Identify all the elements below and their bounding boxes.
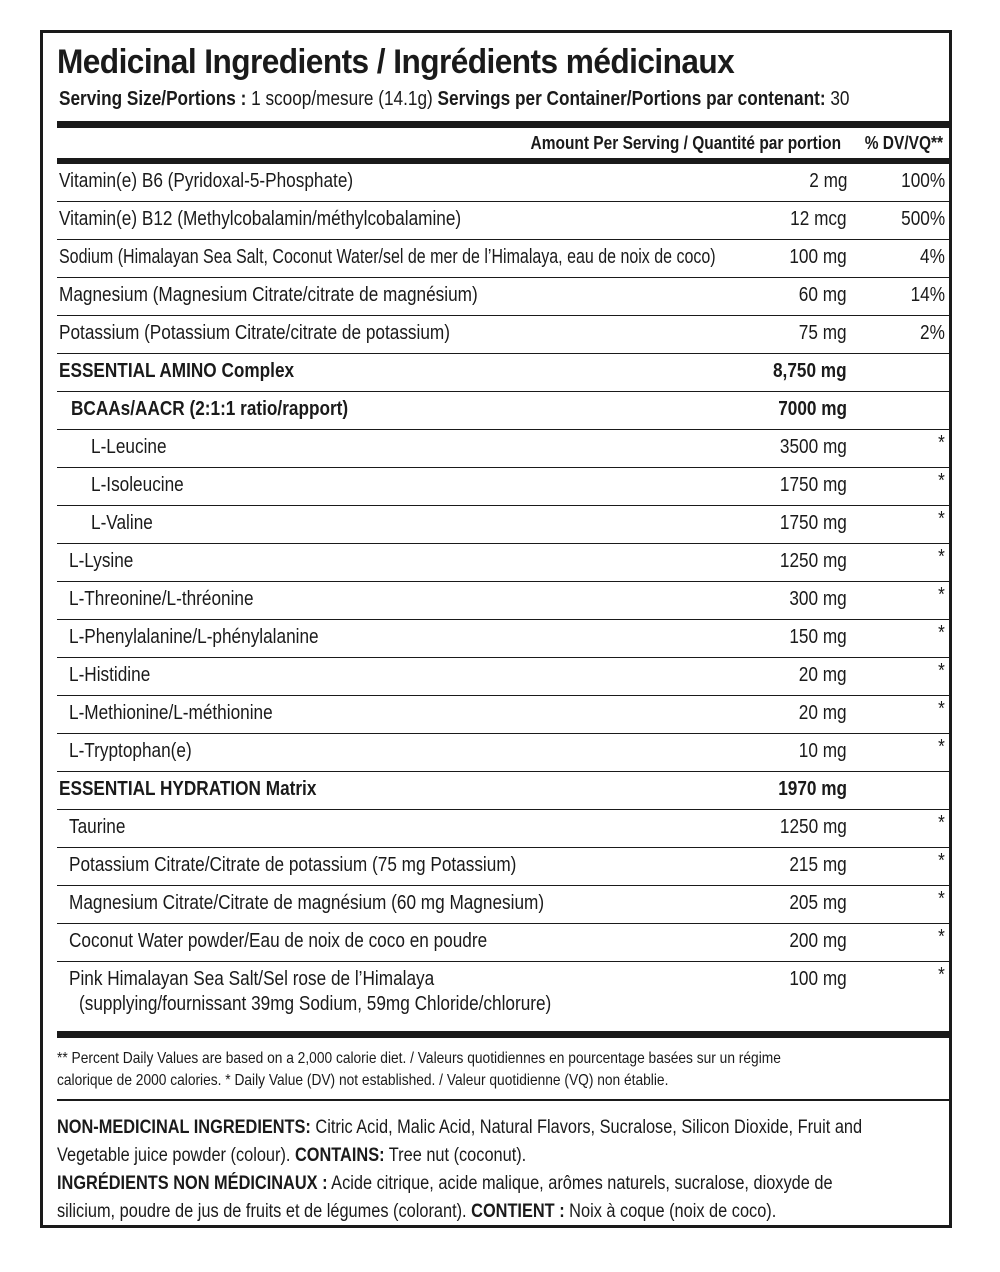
non-medicinal-text-fr: silicium, poudre de jus de fruits et de légumes (colorant). [57,1201,467,1222]
ingredient-amount: 150 mg [789,626,847,648]
contains-text: Tree nut (coconut). [388,1145,527,1166]
ingredient-dv: * [938,508,945,530]
section-name: ESSENTIAL HYDRATION Matrix [59,778,317,800]
ingredient-name: Potassium (Potassium Citrate/citrate de potassium) [59,322,450,344]
table-row [57,886,951,924]
ingredient-amount: 20 mg [799,702,847,724]
contains-label: CONTAINS: [294,1145,385,1166]
ingredient-amount: 3500 mg [780,436,847,458]
table-row [57,924,951,962]
table-row [57,202,951,240]
table-row-section [57,772,951,810]
table-row [57,278,951,316]
ingredient-amount: 1750 mg [780,512,847,534]
ingredient-amount: 1750 mg [780,474,847,496]
footnote-line: calorique de 2000 calories. * Daily Value (DV) not established. / Valeur quotidienne (VQ) non établie. [57,1072,669,1089]
table-row [57,810,951,848]
ingredient-name: Vitamin(e) B12 (Methylcobalamin/méthylcobalamine) [59,208,462,230]
section-amount: 8,750 mg [773,360,847,382]
ingredient-amount: 12 mcg [790,208,847,230]
subsection-amount: 7000 mg [778,398,847,420]
ingredient-dv: * [938,660,945,682]
table-row [57,582,951,620]
non-medicinal-text: Vegetable juice powder (colour). [57,1145,291,1166]
ingredient-name: L-Histidine [69,664,151,686]
ingredient-name: Taurine [69,816,126,838]
header-daily-value: % DV/VQ** [864,133,943,153]
ingredient-dv: 14% [910,284,945,306]
ingredient-amount: 20 mg [799,664,847,686]
supplement-facts-panel [40,30,952,1228]
ingredient-amount: 75 mg [799,322,847,344]
servings-per-container-label: Servings per Container/Portions par contenant: [437,88,826,110]
table-row [57,544,951,582]
table-row [57,962,951,1026]
ingredient-name: L-Valine [91,512,153,534]
ingredient-name: Vitamin(e) B6 (Pyridoxal-5-Phosphate) [59,170,354,192]
subsection-name: BCAAs/AACR (2:1:1 ratio/rapport) [71,398,349,420]
table-row-section [57,354,951,392]
section-amount: 1970 mg [778,778,847,800]
serving-size-value: 1 scoop/mesure (14.1g) [251,88,433,110]
non-medicinal-french [57,1170,833,1226]
ingredient-dv: * [938,432,945,454]
serving-size-label: Serving Size/Portions : [59,88,247,110]
ingredient-name: Magnesium Citrate/Citrate de magnésium (60 mg Magnesium) [69,892,545,914]
ingredient-dv: 100% [901,170,945,192]
ingredient-dv: * [938,698,945,720]
table-row [57,316,951,354]
ingredient-name: L-Methionine/L-méthionine [69,702,273,724]
non-medicinal-text: Citric Acid, Malic Acid, Natural Flavors, Sucralose, Silicon Dioxide, Fruit and [315,1117,863,1138]
ingredient-dv: * [938,888,945,910]
ingredient-dv: 4% [920,246,945,268]
table-row [57,848,951,886]
ingredient-dv: * [938,546,945,568]
non-medicinal-english [57,1114,862,1170]
table-row [57,658,951,696]
ingredient-amount: 205 mg [789,892,847,914]
ingredient-name: Magnesium (Magnesium Citrate/citrate de magnésium) [59,284,478,306]
ingredient-name: Potassium Citrate/Citrate de potassium (75 mg Potassium) [69,854,517,876]
contains-label-fr: CONTIENT : [471,1201,565,1222]
divider-thin [57,1099,951,1101]
ingredient-amount: 300 mg [789,588,847,610]
ingredient-amount: 60 mg [799,284,847,306]
ingredient-name: L-Threonine/L-thréonine [69,588,254,610]
ingredient-name: L-Tryptophan(e) [69,740,192,762]
ingredient-dv: * [938,622,945,644]
table-row-subsection [57,392,951,430]
table-row [57,696,951,734]
non-medicinal-label-fr: INGRÉDIENTS NON MÉDICINAUX : [57,1173,328,1194]
ingredient-dv: * [938,584,945,606]
table-row [57,620,951,658]
divider-thick-top [57,121,951,128]
ingredient-name: L-Leucine [91,436,167,458]
ingredient-amount: 10 mg [799,740,847,762]
ingredient-dv: 2% [920,322,945,344]
ingredient-dv: * [938,926,945,948]
ingredient-name: Coconut Water powder/Eau de noix de coco en poudre [69,930,488,952]
ingredient-name: L-Phenylalanine/L-phénylalanine [69,626,319,648]
table-row [57,506,951,544]
table-row [57,468,951,506]
ingredient-amount: 200 mg [789,930,847,952]
ingredient-amount: 100 mg [789,246,847,268]
ingredient-name: L-Isoleucine [91,474,184,496]
footnote-line: ** Percent Daily Values are based on a 2,000 calorie diet. / Valeurs quotidiennes en pourcentage basées sur un régime [57,1050,781,1067]
ingredient-amount: 1250 mg [780,816,847,838]
servings-per-container-value: 30 [830,88,850,110]
non-medicinal-text-fr: Acide citrique, acide malique, arômes naturels, sucralose, dioxyde de [331,1173,833,1194]
ingredient-dv: * [938,812,945,834]
section-name: ESSENTIAL AMINO Complex [59,360,295,382]
table-row [57,734,951,772]
ingredient-amount: 100 mg [789,968,847,990]
ingredient-name: Pink Himalayan Sea Salt/Sel rose de l’Himalaya [69,968,435,990]
header-amount-per-serving: Amount Per Serving / Quantité par portion [530,133,841,153]
ingredient-name: L-Lysine [69,550,134,572]
table-row [57,240,951,278]
ingredient-dv: * [938,850,945,872]
daily-value-footnote [57,1048,781,1092]
ingredient-amount: 215 mg [789,854,847,876]
divider-thick-bottom [57,1031,951,1038]
ingredient-dv: * [938,470,945,492]
non-medicinal-label: NON-MEDICINAL INGREDIENTS: [57,1117,311,1138]
ingredient-dv: * [938,964,945,986]
ingredient-name: Sodium (Himalayan Sea Salt, Coconut Water/sel de mer de l’Himalaya, eau de noix de coco) [59,246,716,268]
table-row [57,164,951,202]
panel-title: Medicinal Ingredients / Ingrédients médicinaux [57,43,735,81]
table-row [57,430,951,468]
ingredient-amount: 2 mg [808,170,847,192]
ingredient-detail: (supplying/fournissant 39mg Sodium, 59mg Chloride/chlorure) [79,993,552,1015]
contains-text-fr: Noix à coque (noix de coco). [569,1201,777,1222]
serving-info [59,88,850,111]
ingredient-dv: * [938,736,945,758]
ingredient-amount: 1250 mg [780,550,847,572]
ingredient-dv: 500% [901,208,945,230]
